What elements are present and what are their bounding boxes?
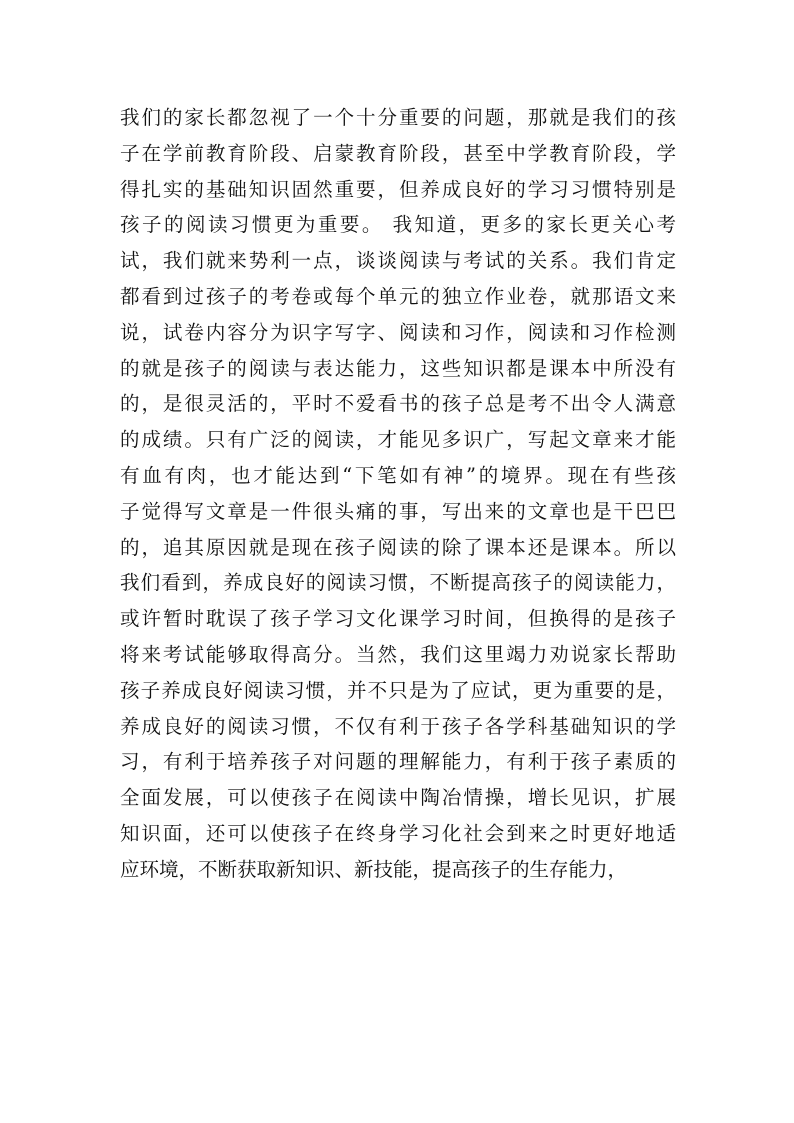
text-line: 将来考试能够取得高分。当然，我们这里竭力劝说家长帮助	[120, 642, 676, 666]
text-line: 说，试卷内容分为识字写字、阅读和习作，阅读和习作检测	[120, 320, 676, 344]
text-line: 有血有肉，也才能达到“下笔如有神”的境界。现在有些孩	[120, 463, 676, 487]
text-line: 或许暂时耽误了孩子学习文化课学习时间，但换得的是孩子	[120, 607, 676, 631]
text-line: 的成绩。只有广泛的阅读，才能见多识广，写起文章来才能	[120, 428, 676, 452]
text-line: 知识面，还可以使孩子在终身学习化社会到来之时更好地适	[120, 821, 676, 845]
text-line: 我们看到，养成良好的阅读习惯，不断提高孩子的阅读能力，	[120, 571, 676, 595]
text-line: 的，追其原因就是现在孩子阅读的除了课本还是课本。所以	[120, 535, 676, 559]
text-line: 的就是孩子的阅读与表达能力，这些知识都是课本中所没有	[120, 356, 676, 380]
text-line: 我们的家长都忽视了一个十分重要的问题，那就是我们的孩	[120, 106, 676, 129]
text-line: 养成良好的阅读习惯，不仅有利于孩子各学科基础知识的学	[120, 714, 676, 738]
text-line: 全面发展，可以使孩子在阅读中陶冶情操，增长见识，扩展	[120, 786, 676, 810]
body-paragraph	[120, 100, 676, 888]
text-line: 试，我们就来势利一点，谈谈阅读与考试的关系。我们肯定	[120, 249, 676, 273]
text-line: 习，有利于培养孩子对问题的理解能力，有利于孩子素质的	[120, 750, 676, 774]
text-line: 得扎实的基础知识固然重要，但养成良好的学习习惯特别是	[120, 177, 676, 201]
text-line: 子觉得写文章是一件很头痛的事，写出来的文章也是干巴巴	[120, 499, 676, 523]
text-line: 都看到过孩子的考卷或每个单元的独立作业卷，就那语文来	[120, 284, 676, 308]
text-line: 应环境，不断获取新知识、新技能，提高孩子的生存能力，	[120, 857, 628, 881]
text-line: 孩子的阅读习惯更为重要。 我知道，更多的家长更关心考	[120, 213, 676, 237]
text-line: 的，是很灵活的，平时不爱看书的孩子总是考不出令人满意	[120, 392, 676, 416]
text-line: 孩子养成良好阅读习惯，并不只是为了应试，更为重要的是，	[120, 678, 676, 702]
text-line: 子在学前教育阶段、启蒙教育阶段，甚至中学教育阶段，学	[120, 141, 676, 165]
